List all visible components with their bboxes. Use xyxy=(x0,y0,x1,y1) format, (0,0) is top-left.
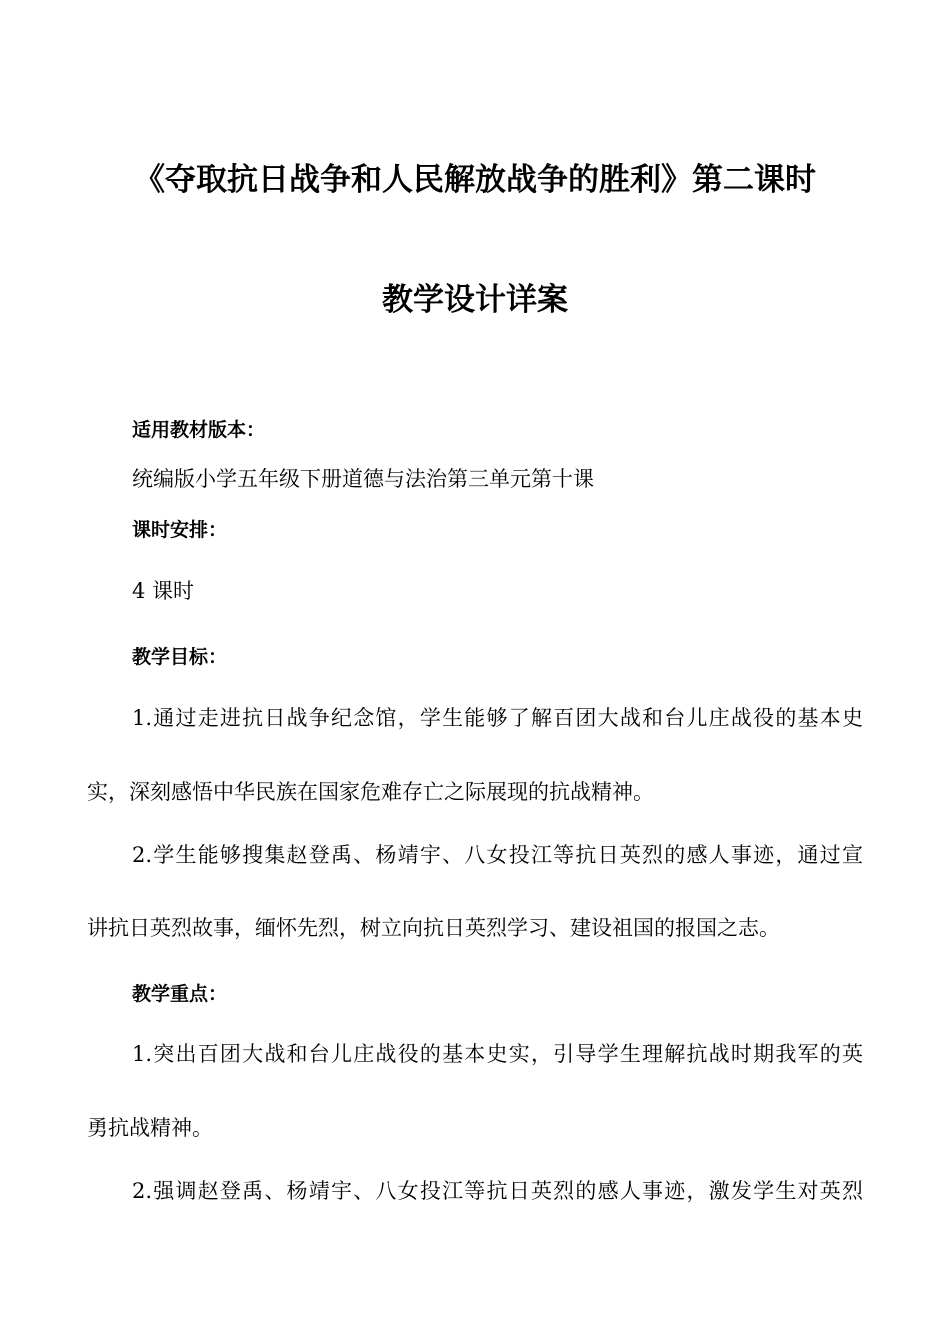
document-title-line-2: 教学设计详案 xyxy=(382,282,568,318)
objective-1-line-2: 实，深刻感悟中华民族在国家危难存亡之际展现的抗战精神。 xyxy=(87,780,654,804)
schedule-content: 4 课时 xyxy=(132,579,195,603)
objective-1-line-1: 1.通过走进抗日战争纪念馆，学生能够了解百团大战和台儿庄战役的基本史 xyxy=(132,706,863,730)
objectives-heading: 教学目标： xyxy=(132,646,228,668)
schedule-heading: 课时安排： xyxy=(132,519,228,541)
key-points-heading: 教学重点： xyxy=(132,983,228,1005)
key-point-1-line-2: 勇抗战精神。 xyxy=(87,1116,213,1140)
document-title-line-1: 《夺取抗日战争和人民解放战争的胜利》第二课时 xyxy=(134,162,816,198)
textbook-heading: 适用教材版本： xyxy=(132,419,266,441)
objective-2-line-1: 2.学生能够搜集赵登禹、杨靖宇、八女投江等抗日英烈的感人事迹，通过宣 xyxy=(132,843,863,867)
objective-2-line-2: 讲抗日英烈故事，缅怀先烈，树立向抗日英烈学习、建设祖国的报国之志。 xyxy=(87,916,780,940)
key-point-2-line-1: 2.强调赵登禹、杨靖宇、八女投江等抗日英烈的感人事迹，激发学生对英烈 xyxy=(132,1179,863,1203)
key-point-1-line-1: 1.突出百团大战和台儿庄战役的基本史实，引导学生理解抗战时期我军的英 xyxy=(132,1042,863,1066)
textbook-content: 统编版小学五年级下册道德与法治第三单元第十课 xyxy=(132,467,594,491)
